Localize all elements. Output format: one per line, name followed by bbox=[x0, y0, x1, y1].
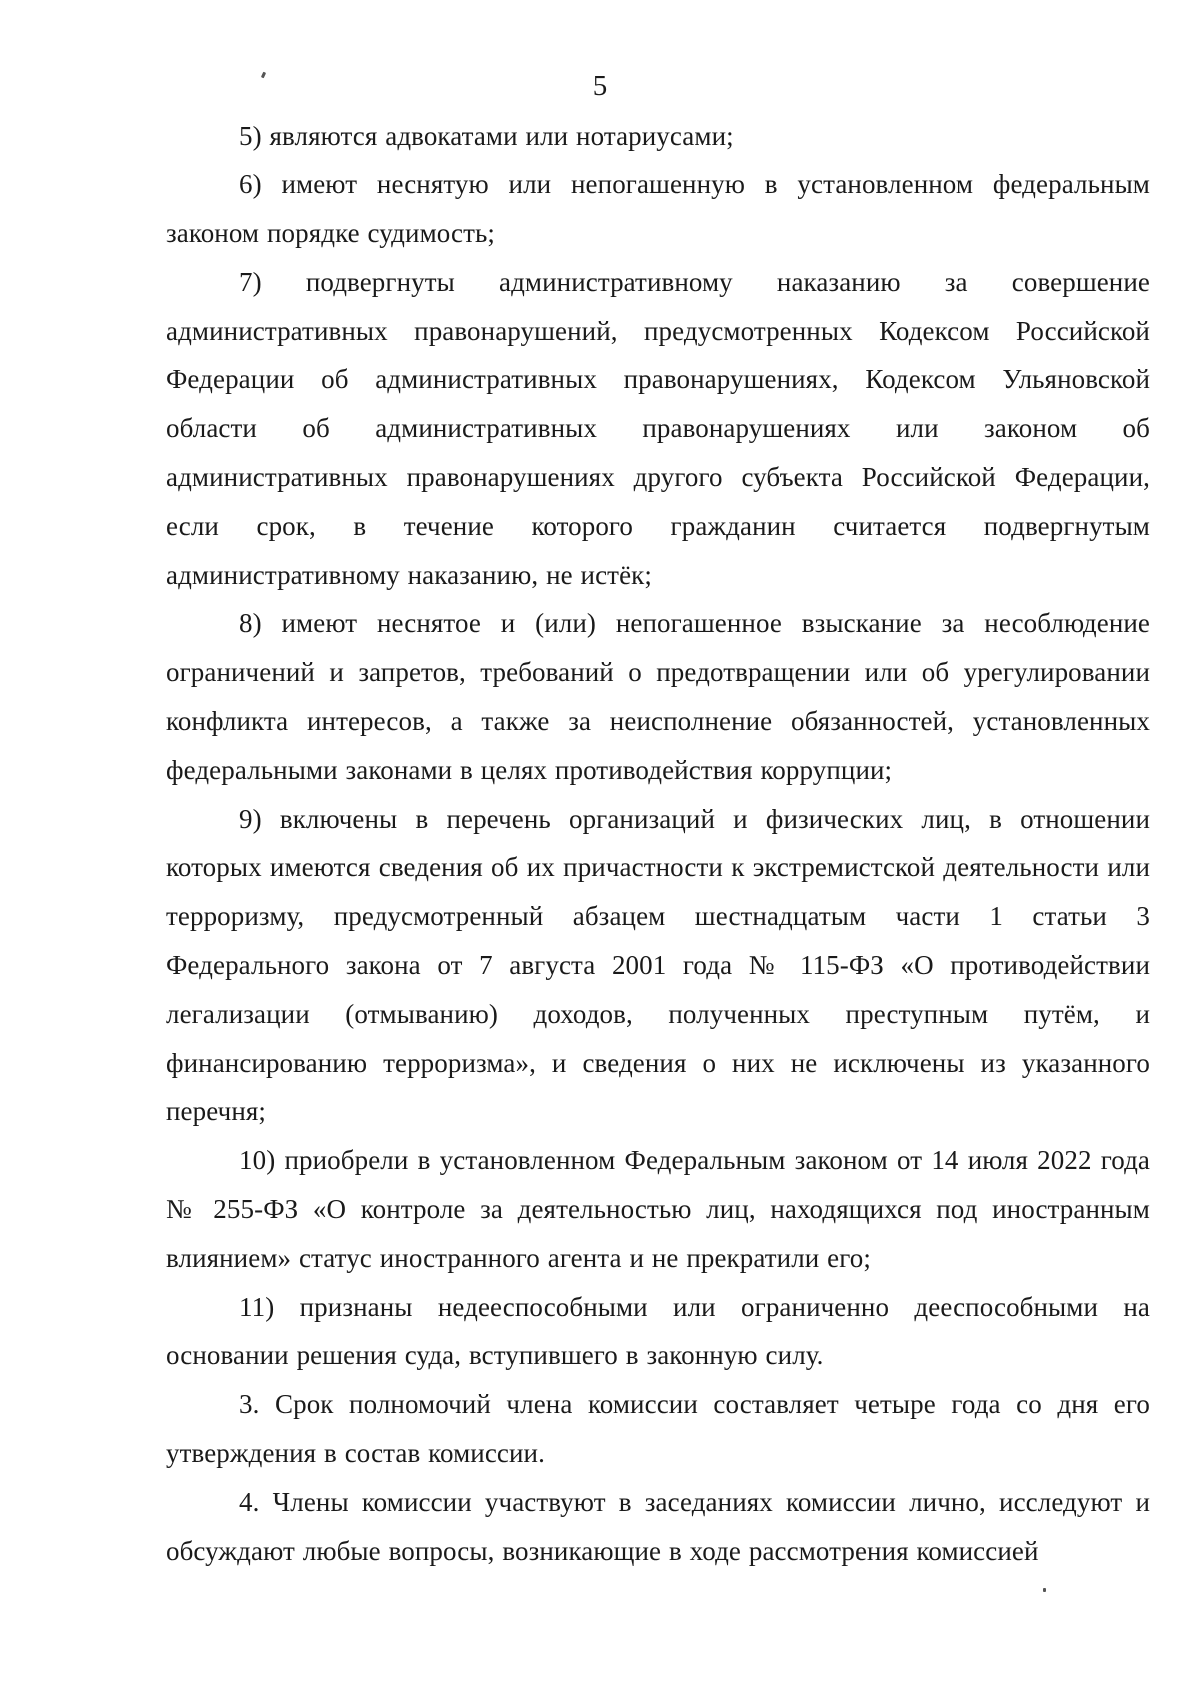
list-item-9: 9) включены в перечень организаций и физических лиц, в отношении которых имеются сведения об их причастности к экстремистской деятельности или терроризму, предусмотренный абзацем шестнадцатым части 1 статьи 3 Федерального закона от 7 августа 2001 года № 115-ФЗ «О противодействии легализации (отмыванию) доходов, полученных преступным путём, и финансированию терроризма», и сведения о них не исключены из указанного перечня; bbox=[166, 803, 1150, 1127]
list-item-6: 6) имеют неснятую или непогашенную в установленном федеральным законом порядке судимость; bbox=[166, 169, 1150, 249]
clause-3-term-of-office: 3. Срок полномочий члена комиссии составляет четыре года со дня его утверждения в состав комиссии. bbox=[166, 1389, 1150, 1469]
list-item-8: 8) имеют неснятое и (или) непогашенное взыскание за несоблюдение ограничений и запретов, требований о предотвращении или об урегулировании конфликта интересов, а также за неисполнение обязанностей, установленных федеральными законами в целях противодействия коррупции; bbox=[166, 608, 1150, 785]
clause-4-member-participation: 4. Члены комиссии участвуют в заседаниях комиссии лично, исследуют и обсуждают любые вопросы, возникающие в ходе рассмотрения комиссией bbox=[166, 1486, 1150, 1566]
scan-artifact-dot bbox=[1043, 1588, 1046, 1592]
list-item-5: 5) являются адвокатами или нотариусами; bbox=[239, 120, 734, 151]
list-item-7: 7) подвергнуты административному наказанию за совершение административных правонарушений, предусмотренных Кодексом Российской Федерации об административных правонарушениях, Кодексом Ульяновской области об административных правонарушениях или законом об административных правонарушениях другого субъекта Российской Федерации, если срок, в течение которого гражданин считается подвергнутым административному наказанию, не истёк; bbox=[166, 266, 1150, 590]
document-body bbox=[166, 112, 1150, 1576]
page-number: 5 bbox=[592, 70, 608, 102]
list-item-10: 10) приобрели в установленном Федеральным законом от 14 июля 2022 года № 255-ФЗ «О контроле за деятельностью лиц, находящихся под иностранным влиянием» статус иностранного агента и не прекратили его; bbox=[166, 1145, 1150, 1273]
list-item-11: 11) признаны недееспособными или ограниченно дееспособными на основании решения суда, вступившего в законную силу. bbox=[166, 1291, 1150, 1371]
